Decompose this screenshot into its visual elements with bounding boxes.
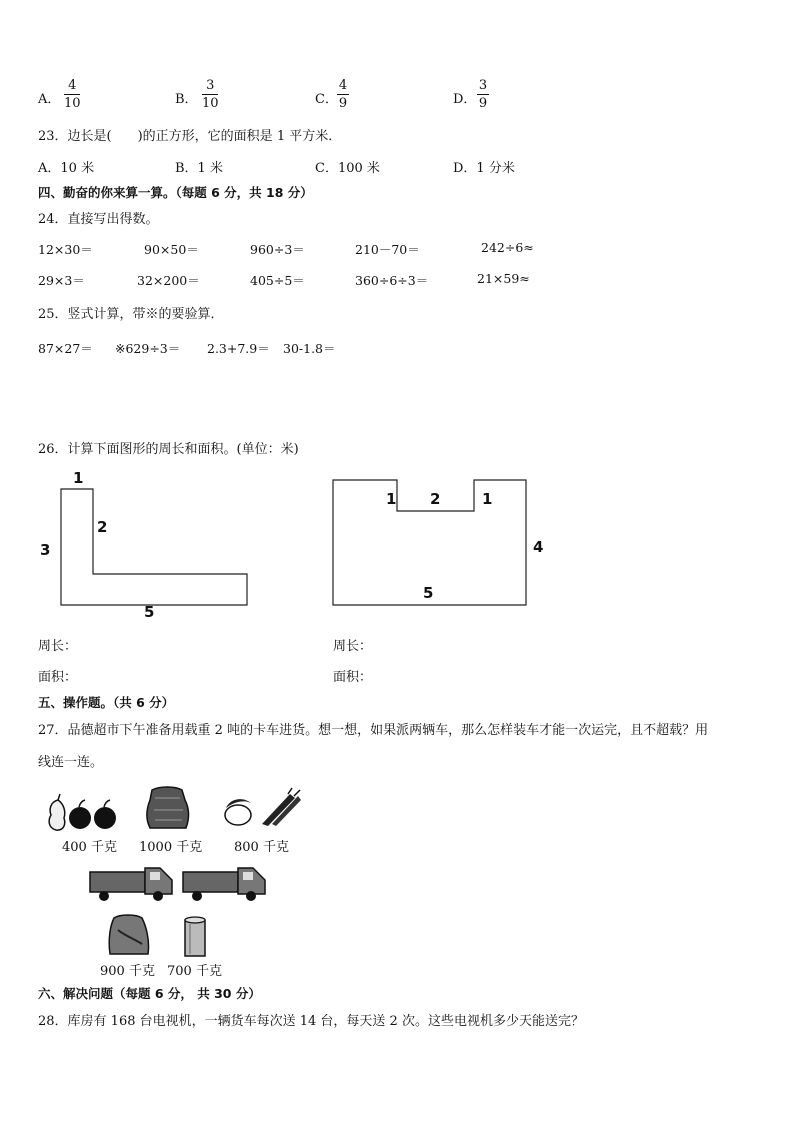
q27-pictures [0, 780, 794, 980]
option-letter: A． [38, 92, 61, 107]
perimeter-label: 周长： [38, 639, 78, 654]
option-letter: B． [175, 92, 198, 107]
sack-icon [109, 915, 148, 954]
q25-question: 25．竖式计算，带※的要验算． [38, 307, 224, 322]
q23-option-b: B．1 米 [175, 161, 223, 176]
denominator: 9 [478, 96, 488, 111]
calc-item: 87×27＝ [38, 341, 93, 356]
dim-label: 3 [40, 541, 51, 559]
calc-item: 242÷6≈ [481, 240, 534, 255]
dim-label: 2 [430, 490, 441, 508]
area-label: 面积： [38, 670, 78, 685]
numerator: 4 [338, 78, 348, 93]
calc-item: 360÷6÷3＝ [355, 273, 429, 288]
q24-question: 24．直接写出得数。 [38, 212, 159, 227]
perimeter-label: 周长： [333, 639, 373, 654]
calc-item: 29×3＝ [38, 273, 85, 288]
section-5-heading: 五、操作题。（共 6 分） [38, 695, 175, 710]
calc-item: 2.3+7.9＝ [207, 341, 270, 356]
weight-label: 800 千克 [234, 840, 289, 855]
weight-label: 900 千克 [100, 964, 155, 979]
numerator: 3 [478, 78, 488, 93]
q23-option-c: C．100 米 [315, 161, 380, 176]
fruit-icon [49, 794, 116, 830]
truck-icon [90, 868, 172, 901]
dim-label: 4 [533, 538, 544, 556]
numerator: 3 [206, 78, 215, 93]
dim-label: 1 [482, 490, 493, 508]
weight-label: 400 千克 [62, 840, 117, 855]
calc-item: ※629÷3＝ [115, 341, 181, 356]
numerator: 4 [68, 78, 77, 93]
l-shape-figure [61, 489, 247, 605]
section-6-heading: 六、解决问题（每题 6 分， 共 30 分） [38, 986, 261, 1001]
calc-item: 210－70＝ [355, 242, 420, 257]
dim-label: 5 [144, 603, 155, 621]
calc-item: 12×30＝ [38, 242, 93, 257]
calc-item: 405÷5＝ [250, 273, 305, 288]
weight-label: 1000 千克 [139, 840, 203, 855]
denominator: 10 [202, 96, 219, 111]
denominator: 10 [64, 96, 81, 111]
calc-item: 32×200＝ [137, 273, 200, 288]
dim-label: 2 [97, 518, 108, 536]
q27-question-line1: 27．品德超市下午准备用载重 2 吨的卡车进货。想一想，如果派两辆车，那么怎样装车才能一次运完，且不超载？用 [38, 723, 709, 738]
sack-icon [147, 787, 189, 828]
dim-label: 1 [73, 469, 84, 487]
q23-option-a: A．10 米 [38, 161, 95, 176]
dim-label: 1 [386, 490, 397, 508]
vegetables-icon [225, 788, 301, 826]
area-label: 面积： [333, 670, 373, 685]
option-letter: D． [453, 92, 477, 107]
calc-item: 21×59≈ [477, 271, 530, 286]
q23-question: 23．边长是( )的正方形，它的面积是 1 平方米． [38, 129, 342, 144]
barrel-icon [185, 917, 205, 956]
q27-question-line2: 线连一连。 [38, 755, 104, 770]
denominator: 9 [338, 96, 348, 111]
dim-label: 5 [423, 584, 434, 602]
q28-question: 28．库房有 168 台电视机，一辆货车每次送 14 台，每天送 2 次。这些电视机多少天能送完？ [38, 1014, 584, 1029]
section-4-heading: 四、勤奋的你来算一算。（每题 6 分，共 18 分） [38, 185, 313, 200]
option-letter: C． [315, 92, 338, 107]
calc-item: 960÷3＝ [250, 242, 305, 257]
q26-question: 26．计算下面图形的周长和面积。(单位：米) [38, 442, 299, 457]
q23-option-d: D．1 分米 [453, 161, 515, 176]
truck-icon [183, 868, 265, 901]
calc-item: 90×50＝ [144, 242, 199, 257]
calc-item: 30-1.8＝ [283, 341, 336, 356]
weight-label: 700 千克 [167, 964, 222, 979]
